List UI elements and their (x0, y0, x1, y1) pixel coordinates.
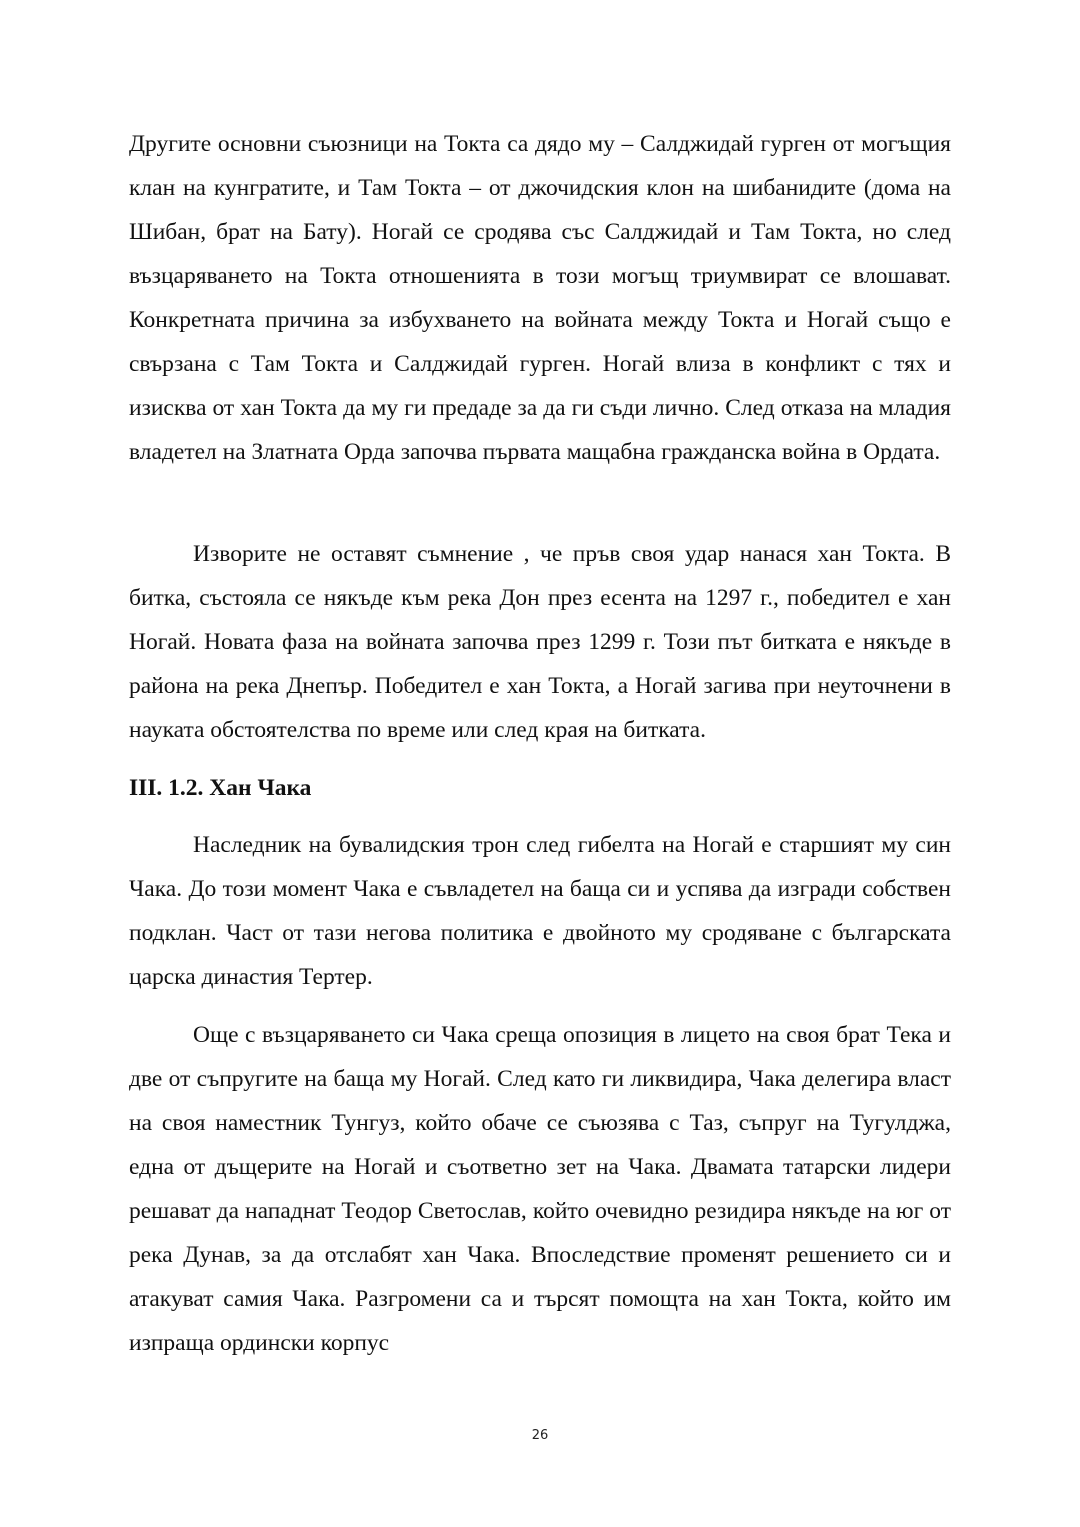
body-paragraph: Изворите не оставят съмнение , че пръв своя удар нанася хан Токта. В битка, състояла се някъде към река Дон през есента на 1297 г., победител е хан Ногай. Новата фаза на войната започва през 1299 г. Този път битката е някъде в района на река Днепър. Победител е хан Токта, а Ногай загива при неуточнени в науката обстоятелства по време или след края на битката. (129, 541, 951, 743)
body-paragraph: Още с възцаряването си Чака среща опозиция в лицето на своя брат Тека и две от съпругите на баща му Ногай. След като ги ликвидира, Чака делегира власт на своя наместник Тунгуз, който обаче се съюзява с Таз, съпруг на Тугулджа, една от дъщерите на Ногай и съответно зет на Чака. Двамата татарски лидери решават да нападнат Теодор Светослав, който очевидно резидира някъде на юг от река Дунав, за да отслабят хан Чака. Впоследствие променят решението си и атакуват самия Чака. Разгромени са и търсят помощта на хан Токта, който им изпраща ордински корпус (129, 1022, 951, 1356)
body-paragraph: Другите основни съюзници на Токта са дядо му – Салджидай гурген от могъщия клан на кунгратите, и Там Токта – от джочидския клон на шибанидите (дома на Шибан, брат на Бату). Ногай се сродява със Салджидай и Там Токта, но след възцаряването на Токта отношенията в този могъщ триумвират се влошават. Конкретната причина за избухването на войната между Токта и Ногай също е свързана с Там Токта и Салджидай гурген. Ногай влиза в конфликт с тях и изисква от хан Токта да му ги предаде за да ги съди лично. След отказа на младия владетел на Златната Орда започва първата мащабна гражданска война в Ордата. (129, 131, 951, 465)
body-paragraph: Наследник на бувалидския трон след гибелта на Ногай е старшият му син Чака. До този момент Чака е съвладетел на баща си и успява да изгради собствен подклан. Част от тази негова политика е двойното му сродяване с българската царска династия Тертер. (129, 832, 951, 990)
section-heading: III. 1.2. Хан Чака (129, 775, 312, 801)
page-number: 26 (531, 1428, 549, 1443)
